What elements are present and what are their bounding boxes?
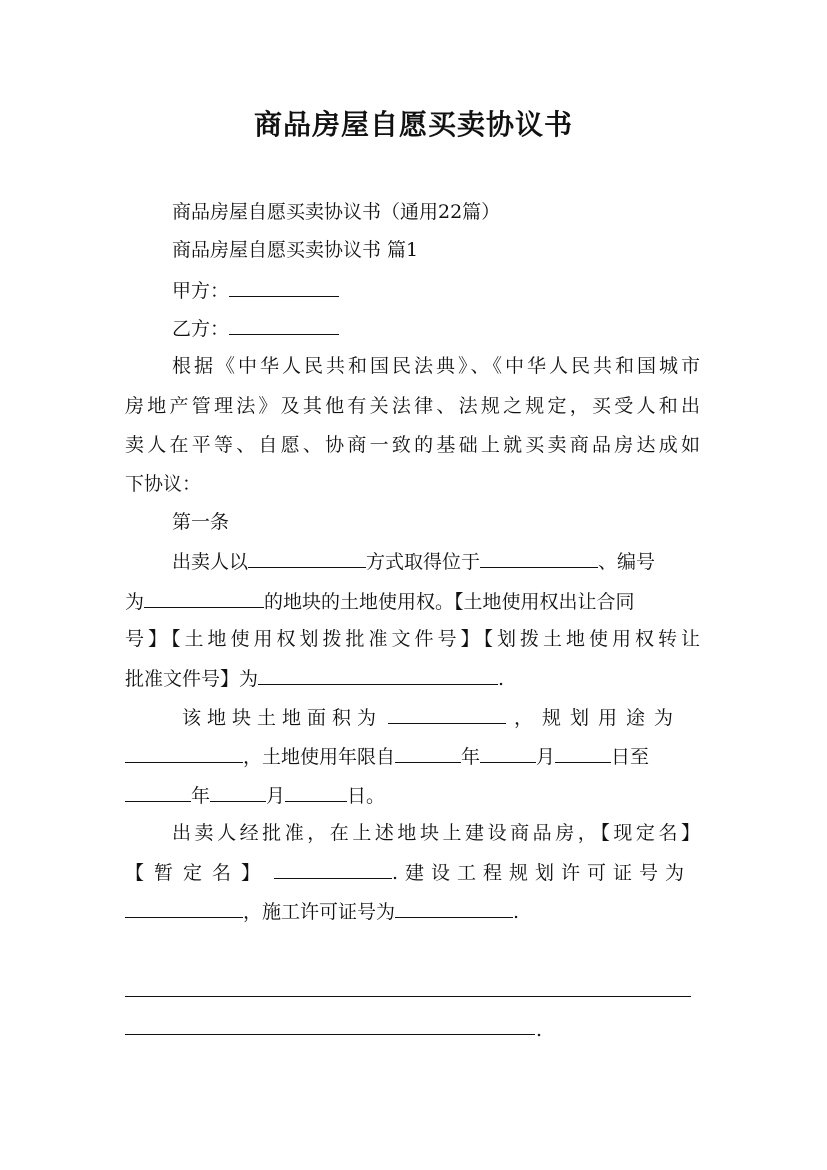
parcel-number-blank <box>144 589 264 608</box>
text-segment: . <box>513 901 520 923</box>
article-1-p3-line-1: 出卖人经批准，在上述地块上建设商品房，【现定名】 <box>172 822 700 844</box>
section-heading: 商品房屋自愿买卖协议书 篇1 <box>172 239 419 261</box>
article-1-p2-line-2 <box>125 744 700 769</box>
text-segment: . <box>498 668 505 690</box>
article-1-p1-line-1 <box>172 549 700 574</box>
text-segment: 该地块土地面积为 <box>182 707 383 729</box>
text-segment: ，规划用途为 <box>514 707 683 729</box>
party-a-line <box>172 278 700 303</box>
text-segment: 月 <box>266 785 286 807</box>
blank-line-2 <box>125 1034 535 1035</box>
intro-line-3: 卖人在平等、自愿、协商一致的基础上就买卖商品房达成如 <box>125 434 700 456</box>
text-segment: 年 <box>191 785 211 807</box>
article-1-p3-line-2 <box>125 860 700 885</box>
party-b-line <box>172 316 700 341</box>
article-1-p3-line-3 <box>125 899 700 924</box>
document-title: 商品房屋自愿买卖协议书 <box>253 108 573 141</box>
text-segment: ，土地使用年限自 <box>243 746 396 768</box>
intro-line-1: 根据《中华人民共和国民法典》、《中华人民共和国城市 <box>172 355 700 377</box>
planned-use-blank <box>125 744 243 763</box>
text-segment: 【暂定名】 <box>125 862 271 884</box>
text-segment: 月 <box>536 746 556 768</box>
intro-line-2: 房地产管理法》及其他有关法律、法规之规定，买受人和出 <box>125 395 700 417</box>
start-month-blank <box>480 744 536 763</box>
start-day-blank <box>555 744 611 763</box>
end-period: . <box>536 1019 543 1041</box>
text-segment: 为 <box>125 591 145 613</box>
article-1-p1-line-2 <box>125 589 700 614</box>
party-a-blank <box>229 278 339 297</box>
end-month-blank <box>210 783 266 802</box>
land-area-blank <box>388 705 506 724</box>
text-segment: 的地块的土地使用权。【土地使用权出让合同 <box>264 591 635 613</box>
text-segment: 日。 <box>347 785 386 807</box>
planning-permit-blank <box>125 899 243 918</box>
article-1-p2-line-1 <box>182 705 700 730</box>
blank-line-1 <box>125 996 691 997</box>
party-b-label: 乙方： <box>172 318 230 340</box>
acquire-method-blank <box>248 549 366 568</box>
text-segment: 方式取得位于 <box>366 551 481 573</box>
article-1-p1-line-4 <box>125 666 700 691</box>
construction-permit-blank <box>395 899 513 918</box>
start-year-blank <box>395 744 461 763</box>
article-1-heading: 第一条 <box>172 511 230 533</box>
text-segment: 日至 <box>611 746 650 768</box>
intro-line-4: 下协议： <box>125 473 202 495</box>
text-segment: ，施工许可证号为 <box>243 901 396 923</box>
party-a-label: 甲方： <box>172 280 230 302</box>
article-1-p1-line-3: 号】【土地使用权划拨批准文件号】【划拨土地使用权转让 <box>125 628 700 650</box>
end-year-blank <box>125 783 191 802</box>
approval-number-blank <box>258 666 498 685</box>
end-day-blank <box>285 783 347 802</box>
location-blank <box>480 549 598 568</box>
article-1-p2-line-3 <box>125 783 700 808</box>
text-segment: 出卖人以 <box>172 551 249 573</box>
text-segment: 批准文件号】为 <box>125 668 259 690</box>
project-name-blank <box>274 860 392 879</box>
text-segment: .建设工程规划许可证号为 <box>392 862 692 884</box>
document-subtitle: 商品房屋自愿买卖协议书（通用22篇） <box>172 201 501 223</box>
party-b-blank <box>229 316 339 335</box>
text-segment: 、编号 <box>598 551 656 573</box>
text-segment: 年 <box>461 746 481 768</box>
